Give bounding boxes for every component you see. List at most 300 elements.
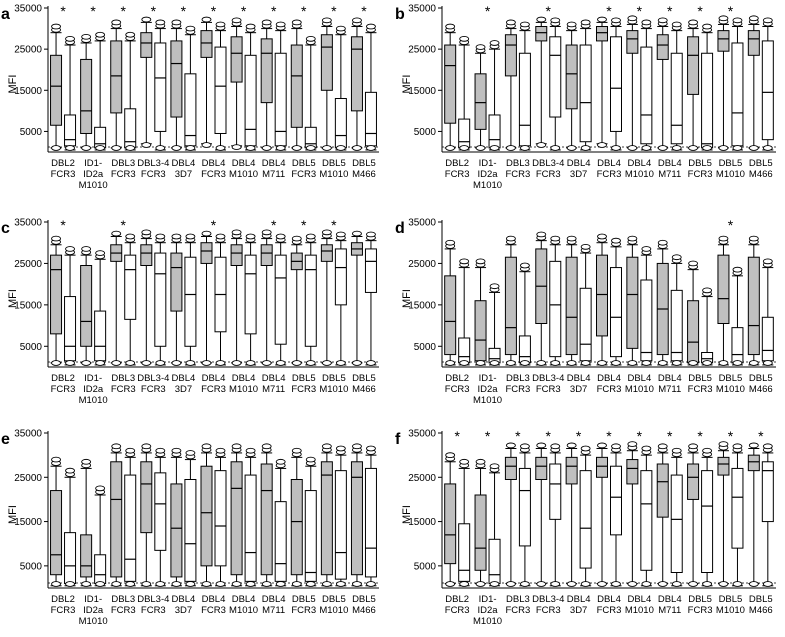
box-iqr	[641, 280, 652, 361]
x-tick-label-line: FCR3	[201, 384, 226, 395]
outlier	[567, 236, 576, 241]
box-iqr	[641, 47, 652, 144]
box-iqr	[171, 484, 182, 577]
box-white	[335, 232, 346, 365]
outlier	[232, 444, 241, 449]
significance-star: *	[361, 3, 367, 19]
x-tick-label-line: FCR3	[201, 169, 226, 180]
x-tick-label-line: FCR3	[291, 605, 317, 616]
outlier	[506, 443, 515, 448]
outlier	[598, 234, 607, 239]
outlier	[82, 247, 91, 252]
x-tick-label	[201, 158, 226, 180]
box-iqr	[489, 115, 500, 148]
box-white	[762, 444, 773, 587]
box-iqr	[231, 462, 242, 575]
outlier	[598, 17, 607, 22]
outlier	[476, 146, 485, 151]
y-axis-label: MFI	[7, 289, 19, 308]
outlier	[126, 234, 135, 239]
outlier	[520, 444, 529, 449]
box-grey	[231, 444, 242, 587]
outlier	[126, 361, 135, 366]
box-white	[611, 238, 622, 365]
x-tick-label-line: FCR3	[140, 384, 166, 395]
y-tick-label: 25000	[14, 258, 42, 270]
x-tick-label-line: M1010	[624, 605, 654, 616]
panel-f	[395, 428, 776, 627]
outlier	[763, 146, 772, 151]
box-iqr	[580, 45, 591, 142]
box-grey	[718, 442, 729, 587]
outlier	[672, 361, 681, 366]
outlier	[112, 582, 121, 587]
panel-label: a	[1, 6, 10, 23]
box-grey	[111, 444, 122, 587]
box-white	[155, 234, 166, 365]
box-grey	[261, 230, 272, 365]
x-tick-label	[625, 594, 654, 616]
outlier	[352, 444, 361, 449]
box-grey	[505, 236, 516, 365]
x-tick-label-line: DBL5	[718, 158, 743, 169]
y-tick-label: 5000	[19, 126, 42, 138]
outlier	[186, 361, 195, 366]
outlier	[322, 361, 331, 366]
outlier	[96, 486, 105, 491]
x-tick-label	[567, 158, 591, 180]
outlier	[581, 446, 590, 451]
outlier	[142, 444, 151, 449]
x-tick-label	[597, 594, 622, 616]
outlier	[232, 361, 241, 366]
x-tick-label	[625, 158, 654, 180]
box-iqr	[275, 255, 286, 344]
outlier	[446, 240, 455, 245]
y-tick-label: 15000	[14, 517, 42, 529]
box-iqr	[519, 53, 530, 146]
box-white	[335, 26, 346, 150]
x-tick-label	[506, 594, 531, 616]
panel-a	[1, 3, 379, 191]
outlier	[612, 444, 621, 449]
outlier	[232, 145, 241, 150]
box-grey	[81, 34, 92, 150]
outlier	[172, 146, 181, 151]
x-tick-label-line: FCR3	[535, 384, 561, 395]
x-tick-label-line: FCR3	[596, 605, 622, 616]
outlier	[628, 442, 637, 447]
box-iqr	[321, 245, 332, 262]
box-white	[489, 284, 500, 366]
box-iqr	[627, 257, 638, 348]
x-tick-label-line: DBL4	[566, 158, 591, 169]
x-tick-label-line: FCR3	[50, 384, 76, 395]
outlier	[186, 26, 195, 31]
x-tick-label	[229, 158, 258, 180]
box-iqr	[566, 45, 577, 109]
x-tick-label	[172, 594, 196, 616]
outlier	[202, 361, 211, 366]
box-white	[641, 446, 652, 586]
box-grey	[141, 444, 152, 587]
box-iqr	[291, 45, 302, 127]
x-tick-label-line: FCR3	[50, 605, 76, 616]
outlier	[112, 146, 121, 151]
box-iqr	[475, 74, 486, 130]
outlier	[366, 361, 375, 366]
significance-star: *	[636, 428, 643, 444]
x-tick-label-line: M1010	[473, 616, 503, 627]
box-iqr	[321, 462, 332, 575]
box-iqr	[536, 27, 547, 41]
x-tick-label-line: DBL4	[201, 373, 226, 384]
outlier	[96, 146, 105, 151]
x-tick-label	[625, 373, 654, 395]
outlier	[537, 361, 546, 366]
x-tick-label-line: M711	[262, 605, 286, 616]
significance-star: *	[697, 3, 703, 19]
significance-star: *	[697, 428, 703, 444]
outlier	[216, 146, 225, 151]
y-axis-label: MFI	[401, 289, 413, 308]
x-tick-label-line: DBL5	[291, 594, 316, 605]
box-iqr	[536, 457, 547, 479]
significance-star: *	[636, 3, 643, 19]
box-grey	[566, 22, 577, 150]
x-tick-label	[716, 158, 745, 180]
significance-star: *	[210, 217, 217, 233]
outlier	[446, 453, 455, 458]
box-iqr	[671, 53, 682, 144]
outlier	[703, 361, 712, 366]
outlier	[82, 34, 91, 39]
box-iqr	[365, 92, 376, 145]
y-tick-label: 25000	[14, 472, 42, 484]
x-tick-label	[567, 373, 591, 395]
box-iqr	[489, 539, 500, 583]
box-grey	[627, 16, 638, 151]
x-tick-label-line: DBL3	[506, 373, 530, 384]
significance-star: *	[120, 217, 126, 233]
outlier	[763, 259, 772, 264]
box-iqr	[445, 45, 456, 123]
x-tick-label	[532, 594, 564, 616]
outlier	[306, 361, 315, 366]
x-tick-label-line: M711	[658, 384, 682, 395]
box-white	[580, 446, 591, 586]
outlier	[276, 146, 285, 151]
x-tick-label-line: DBL5	[291, 373, 316, 384]
x-tick-label-line: FCR3	[535, 169, 561, 180]
outlier	[460, 146, 469, 151]
outlier	[82, 459, 91, 464]
box-white	[305, 36, 316, 150]
y-tick-label: 25000	[408, 44, 436, 56]
significance-star: *	[575, 428, 582, 444]
box-white	[702, 24, 713, 150]
box-grey	[505, 443, 516, 586]
x-tick-label-line: M1010	[624, 169, 654, 180]
outlier	[82, 582, 91, 587]
outlier	[232, 230, 241, 235]
outlier	[703, 582, 712, 587]
outlier	[366, 232, 375, 237]
box-iqr	[261, 245, 272, 266]
box-grey	[171, 234, 182, 365]
outlier	[446, 24, 455, 29]
x-tick-label-line: DBL5	[321, 594, 346, 605]
outlier	[126, 32, 135, 37]
outlier	[749, 582, 758, 587]
x-tick-label	[473, 158, 502, 191]
significance-star: *	[758, 428, 764, 444]
box-grey	[291, 236, 302, 365]
box-white	[95, 251, 106, 366]
box-white	[519, 263, 530, 365]
x-tick-label-line: DBL3-4	[137, 373, 170, 384]
x-tick-label	[532, 373, 564, 395]
x-tick-label-line: M1010	[319, 384, 349, 395]
x-tick-label-line: M1010	[229, 384, 259, 395]
x-tick-label-line: FCR3	[50, 169, 76, 180]
x-tick-label	[658, 158, 682, 180]
box-iqr	[505, 457, 516, 479]
box-grey	[597, 17, 608, 147]
significance-star: *	[606, 3, 612, 19]
x-tick-label-line: M711	[262, 169, 286, 180]
box-white	[365, 24, 376, 150]
box-grey	[475, 259, 486, 365]
x-tick-label	[262, 158, 286, 180]
outlier	[658, 444, 667, 449]
outlier	[612, 18, 621, 23]
x-tick-label	[319, 594, 348, 616]
box-white	[215, 448, 226, 586]
outlier	[66, 146, 75, 151]
x-tick-label-line: ID1-	[84, 158, 103, 169]
box-iqr	[275, 502, 286, 582]
outlier	[126, 146, 135, 151]
x-tick-label-line: M1010	[319, 605, 349, 616]
box-iqr	[81, 535, 92, 577]
outlier	[628, 236, 637, 241]
outlier	[172, 20, 181, 25]
x-tick-label	[658, 594, 682, 616]
box-iqr	[597, 255, 608, 336]
outlier	[719, 361, 728, 366]
outlier	[658, 582, 667, 587]
box-iqr	[201, 31, 212, 58]
outlier	[672, 146, 681, 151]
outlier	[567, 361, 576, 366]
outlier	[460, 36, 469, 41]
outlier	[642, 446, 651, 451]
box-iqr	[51, 255, 62, 334]
box-iqr	[231, 245, 242, 266]
significance-star: *	[150, 3, 157, 19]
x-tick-label-line: FCR3	[291, 169, 317, 180]
outlier	[142, 143, 151, 148]
outlier	[202, 143, 211, 148]
outlier	[82, 361, 91, 366]
box-white	[550, 444, 561, 587]
y-tick-label: 5000	[19, 561, 42, 573]
box-iqr	[65, 533, 76, 584]
x-tick-label-line: 3D7	[174, 384, 193, 395]
box-grey	[201, 17, 212, 147]
outlier	[352, 231, 361, 236]
box-iqr	[505, 35, 516, 76]
x-tick-label-line: DBL3-4	[137, 594, 170, 605]
x-tick-label	[111, 594, 136, 616]
box-grey	[627, 236, 638, 365]
outlier	[490, 361, 499, 366]
box-iqr	[155, 43, 166, 131]
y-tick-label: 5000	[19, 341, 42, 353]
significance-star: *	[727, 3, 734, 19]
box-white	[611, 444, 622, 587]
x-tick-label	[262, 594, 286, 616]
significance-star: *	[454, 428, 460, 444]
x-tick-label-line: DBL4	[231, 158, 256, 169]
box-iqr	[51, 55, 62, 125]
outlier	[612, 582, 621, 587]
outlier	[506, 361, 515, 366]
outlier	[262, 582, 271, 587]
y-tick-label: 25000	[408, 258, 436, 270]
outlier	[216, 22, 225, 27]
outlier	[551, 18, 560, 23]
x-tick-label	[473, 373, 502, 406]
x-tick-label-line: DBL2	[51, 158, 75, 169]
outlier	[126, 582, 135, 587]
x-tick-label-line: M1010	[78, 616, 108, 627]
outlier	[763, 444, 772, 449]
panel-label: b	[395, 6, 405, 23]
outlier	[112, 231, 121, 236]
y-tick-label: 5000	[413, 561, 436, 573]
box-grey	[748, 443, 759, 586]
box-iqr	[141, 245, 152, 266]
box-iqr	[445, 276, 456, 355]
outlier	[96, 32, 105, 37]
outlier	[749, 16, 758, 21]
box-iqr	[245, 475, 256, 581]
x-tick-label	[137, 158, 169, 180]
outlier	[112, 361, 121, 366]
x-tick-label-line: DBL5	[718, 594, 743, 605]
outlier	[66, 247, 75, 252]
outlier	[292, 361, 301, 366]
y-tick-label: 35000	[408, 3, 436, 15]
box-white	[459, 36, 470, 150]
outlier	[703, 448, 712, 453]
outlier	[262, 361, 271, 366]
x-tick-label-line: DBL5	[688, 158, 712, 169]
outlier	[202, 444, 211, 449]
x-tick-label-line: FCR3	[110, 605, 136, 616]
outlier	[551, 361, 560, 366]
x-tick-label	[716, 373, 745, 395]
outlier	[246, 234, 255, 239]
outlier	[612, 146, 621, 151]
x-tick-label	[445, 373, 470, 395]
x-tick-label-line: DBL4	[261, 158, 286, 169]
significance-star: *	[331, 217, 337, 233]
box-iqr	[762, 41, 773, 140]
x-tick-label-line: DBL4	[657, 594, 682, 605]
x-tick-label-line: DBL3	[111, 373, 136, 384]
outlier	[352, 146, 361, 151]
x-tick-label-line: DBL4	[597, 373, 621, 384]
panel-label: e	[1, 431, 10, 448]
x-tick-label-line: DBL5	[748, 373, 773, 384]
outlier	[306, 582, 315, 587]
x-tick-label	[229, 594, 258, 616]
box-iqr	[459, 338, 470, 363]
x-tick-label-line: FCR3	[110, 384, 136, 395]
outlier	[112, 444, 121, 449]
x-tick-label-line: DBL4	[231, 373, 256, 384]
box-iqr	[305, 255, 316, 346]
outlier	[52, 457, 61, 462]
box-iqr	[65, 115, 76, 146]
outlier	[306, 234, 315, 239]
box-grey	[261, 20, 272, 150]
outlier	[506, 582, 515, 587]
outlier	[506, 236, 515, 241]
x-tick-label-line: DBL2	[51, 594, 75, 605]
box-grey	[321, 444, 332, 587]
x-tick-label-line: DBL3-4	[137, 158, 170, 169]
outlier	[520, 361, 529, 366]
outlier	[366, 446, 375, 451]
box-white	[335, 446, 346, 586]
box-iqr	[81, 266, 92, 347]
outlier	[537, 443, 546, 448]
significance-star: *	[270, 217, 277, 233]
box-iqr	[732, 468, 743, 548]
box-iqr	[519, 468, 530, 546]
x-tick-label-line: DBL5	[748, 594, 773, 605]
outlier	[322, 146, 331, 151]
significance-star: *	[484, 428, 491, 444]
x-tick-label	[688, 373, 713, 395]
x-tick-label	[137, 373, 169, 395]
box-grey	[201, 444, 212, 587]
x-tick-label	[749, 373, 773, 395]
outlier	[672, 448, 681, 453]
outlier	[658, 146, 667, 151]
significance-star: *	[60, 3, 66, 19]
significance-star: *	[545, 3, 551, 19]
x-tick-label-line: ID2a	[83, 169, 104, 180]
box-iqr	[215, 471, 226, 566]
x-tick-label-line: M466	[748, 605, 773, 616]
box-iqr	[748, 31, 759, 56]
outlier	[719, 582, 728, 587]
box-grey	[566, 443, 577, 586]
x-tick-label-line: ID1-	[478, 158, 497, 169]
outlier	[276, 22, 285, 27]
box-grey	[81, 459, 92, 586]
box-iqr	[185, 257, 196, 346]
outlier	[490, 41, 499, 46]
box-white	[125, 448, 136, 586]
outlier	[156, 146, 165, 151]
outlier	[202, 231, 211, 236]
